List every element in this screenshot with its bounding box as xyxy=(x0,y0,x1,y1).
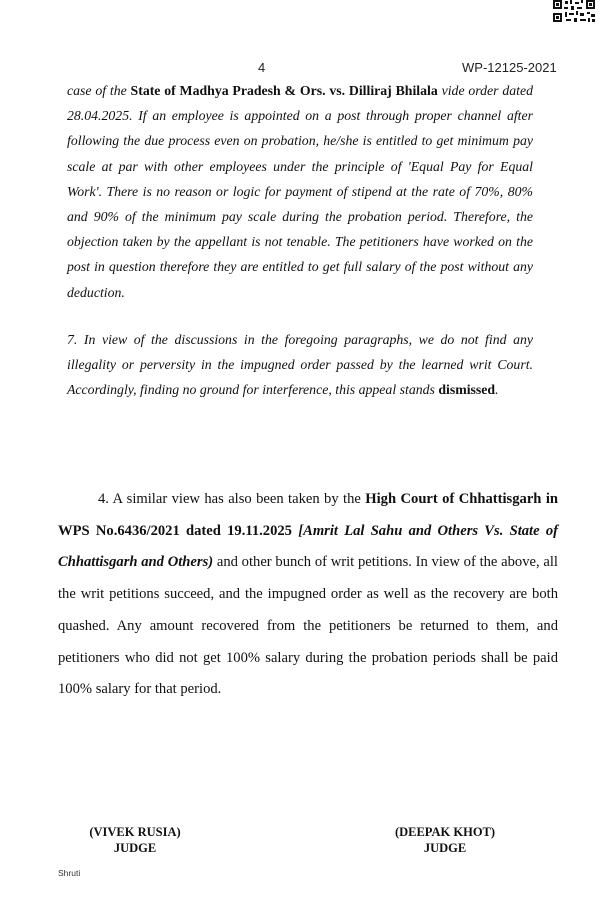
qr-code-icon xyxy=(552,0,596,22)
judge-title: JUDGE xyxy=(423,841,467,855)
quote-paragraph-1 xyxy=(67,78,533,305)
case-citation: State of Madhya Pradesh & Ors. vs. Dilliraj Bhilala xyxy=(130,83,438,98)
quote-text: case of the xyxy=(67,83,131,98)
judge-name: (DEEPAK KHOT) xyxy=(394,825,496,839)
court-reference: High Court of Chhattisgarh in WPS No.6436/2021 dated 19.11.2025 xyxy=(58,491,558,539)
judge-title: JUDGE xyxy=(113,841,157,855)
signature-right xyxy=(390,824,500,856)
signature-left xyxy=(80,824,190,856)
quote-text: . xyxy=(495,382,499,398)
quote-text: vide order dated 28.04.2025. If an employee is appointed on a post through proper channel after following the due process even on probation, he/she is entitled to get minimum pay scale at par with other employees under the principle of 'Equal Pay for Equal Work'. There is no reason or logic for payment of stipend at the rate of 70%, 80% and 90% of the minimum pay scale during the probation period. Therefore, the objection taken by the appellant is not tenable. The petitioners have worked on the post in question therefore they are entitled to get full salary of the post without any deduction. xyxy=(67,83,534,300)
judge-name: (VIVEK RUSIA) xyxy=(89,825,181,839)
dismissed-word: dismissed xyxy=(438,382,496,398)
case-title: [Amrit Lal Sahu and Others Vs. State of Chhattisgarh and Others) xyxy=(58,522,558,571)
paragraph-text: and other bunch of writ petitions. In view of the above, all the writ petitions succeed, and the impugned order as well as the recovery are both quashed. Any amount recovered from the petitioners be returned to them, and petitioners who did not get 100% salary during the probation periods shall be paid 100% salary for that period. xyxy=(58,554,558,698)
quote-paragraph-7 xyxy=(67,327,533,403)
quoted-judgment xyxy=(67,78,533,402)
paragraph-4-text xyxy=(58,484,558,706)
quote-text: 7. In view of the discussions in the foregoing paragraphs, we do not find any illegality or perversity in the impugned order passed by the learned writ Court. Accordingly, finding no ground for interference, this appeal stands xyxy=(67,331,533,398)
page-number: 4 xyxy=(258,60,266,75)
paragraph-4 xyxy=(58,484,558,706)
case-number: WP-12125-2021 xyxy=(462,60,557,75)
paragraph-text: 4. A similar view has also been taken by the xyxy=(98,491,366,507)
typist-initials: Shruti xyxy=(58,868,81,878)
